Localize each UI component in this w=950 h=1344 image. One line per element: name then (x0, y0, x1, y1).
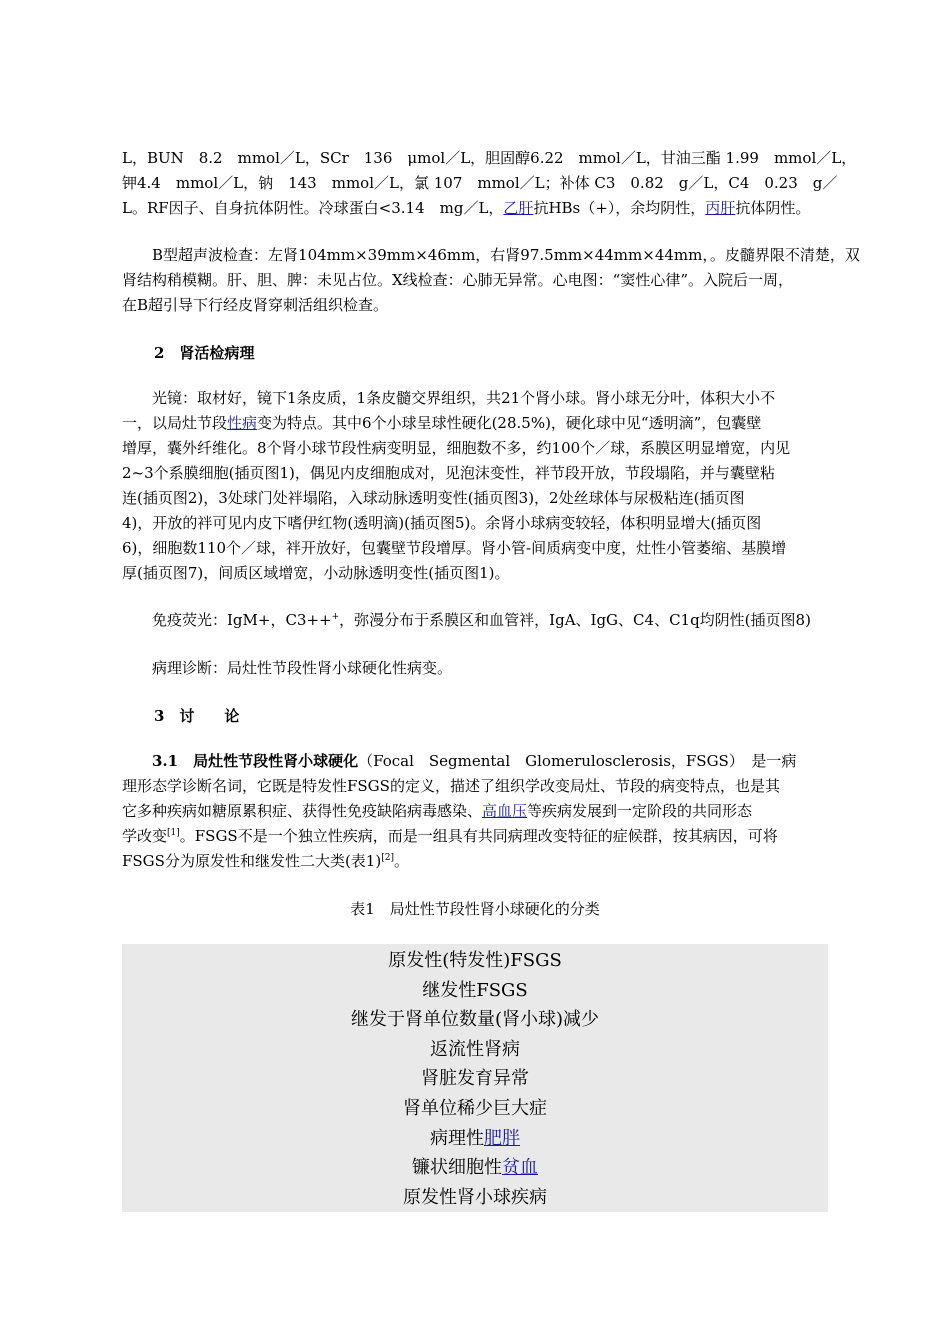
light-microscopy-paragraph (122, 386, 830, 586)
text-line: L，BUN 8.2 mmol／L，SCr 136 μmol／L，胆固醇6.22 mmol／L，甘油三酯 1.99 mmol／L， (122, 149, 857, 167)
table-row (122, 1035, 828, 1065)
immunofluorescence-paragraph (122, 608, 830, 633)
text-line: 4)，开放的袢可见内皮下嗜伊红物(透明滴)(插页图5)。余肾小球病变较轻，体积明显增大(插页图 (122, 514, 762, 532)
text-segment: FSGS分为原发性和继发性二大类(表1) (122, 852, 382, 870)
subsection-label: 3.1 局灶性节段性肾小球硬化 (152, 752, 359, 770)
text-segment: 它多种疾病如糖原累积症、获得性免疫缺陷病毒感染、 (122, 802, 483, 820)
table-cell-text: 肾单位稀少巨大症 (403, 1097, 547, 1119)
table-row (122, 946, 828, 976)
text-segment: 变为特点。其中6个小球呈球性硬化(28.5%)，硬化球中见“透明滴”，包囊壁 (257, 414, 762, 432)
table-row (122, 1124, 828, 1154)
reference-marker[interactable]: [2] (381, 853, 394, 863)
text-line (122, 799, 830, 824)
classification-table (122, 944, 828, 1212)
table-cell-text: 返流性肾病 (430, 1038, 520, 1060)
table-cell-link[interactable]: 贫血 (502, 1157, 538, 1179)
table-body (122, 944, 828, 1212)
text-line: 厚(插页图7)，间质区域增宽，小动脉透明变性(插页图1)。 (122, 564, 510, 582)
table-row (122, 976, 828, 1006)
text-segment: 等疾病发展到一定阶段的共同形态 (527, 802, 753, 820)
text-segment: （Focal Segmental Glomerulosclerosis，FSGS） 是一病 (358, 752, 797, 770)
text-line: 6)，细胞数110个／球，袢开放好，包囊壁节段增厚。肾小管-间质病变中度，灶性小管萎缩、基膜增 (122, 539, 787, 557)
table-cell-link[interactable]: 肥胖 (484, 1127, 520, 1149)
text-line: 病理诊断：局灶性节段性肾小球硬化性病变。 (152, 659, 453, 677)
text-segment: 。FSGS不是一个独立性疾病，而是一组具有共同病理改变特征的症候群，按其病因，可将 (179, 827, 778, 845)
text-line: 理形态学诊断名词，它既是特发性FSGS的定义，描述了组织学改变局灶、节段的病变特点，也是其 (122, 777, 780, 795)
text-line: 钾4.4 mmol／L，钠 143 mmol／L，氯 107 mmol／L；补体 C3 0.82 g／L，C4 0.23 g／ (122, 174, 838, 192)
table-caption: 表1 局灶性节段性肾小球硬化的分类 (350, 900, 600, 918)
text-line: 肾结构稍模糊。肝、胆、脾：未见占位。X线检查：心肺无异常。心电图：“窦性心律”。入院后一周， (122, 271, 794, 289)
text-line (122, 749, 830, 774)
table-cell-text: 镰状细胞性 (412, 1157, 502, 1179)
text-line: 2~3个系膜细胞(插页图1)，偶见内皮细胞成对，见泡沫变性，袢节段开放，节段塌陷，并与囊壁粘 (122, 464, 775, 482)
text-segment: L。RF因子、自身抗体阴性。冷球蛋白<3.14 mg／L， (122, 199, 504, 217)
table-row (122, 1005, 828, 1035)
lab-results-paragraph (122, 146, 857, 221)
text-line: B型超声波检查：左肾104mm×39mm×46mm，右肾97.5mm×44mm×44mm，。皮髓界限不清楚，双 (152, 246, 860, 264)
pathology-diagnosis (122, 656, 830, 681)
text-segment: 抗体阴性。 (735, 199, 811, 217)
ultrasound-paragraph (122, 243, 860, 318)
table-cell-text: 继发性FSGS (422, 979, 528, 1001)
table-row (122, 1094, 828, 1124)
section-heading-biopsy: 2 肾活检病理 (154, 344, 255, 362)
text-line: 增厚，囊外纤维化。8个肾小球节段性病变明显，细胞数不多，约100个／球，系膜区明显增宽，内见 (122, 439, 791, 457)
text-line: 光镜：取材好，镜下1条皮质，1条皮髓交界组织，共21个肾小球。肾小球无分叶，体积大小不 (152, 389, 776, 407)
table-row (122, 1183, 828, 1213)
table-row (122, 1153, 828, 1183)
text-line (122, 849, 830, 874)
table-cell-text: 病理性 (430, 1127, 484, 1149)
link-hypertension[interactable]: 高血压 (482, 802, 528, 820)
reference-marker[interactable]: [1] (167, 828, 180, 838)
superscript: + (331, 612, 340, 622)
text-segment: 。 (393, 852, 409, 870)
link-hepatitis-b[interactable]: 乙肝 (503, 199, 534, 217)
text-line (122, 824, 830, 849)
table-cell-text: 原发性肾小球疾病 (403, 1186, 547, 1208)
text-segment: 抗HBs（+），余均阴性， (533, 199, 706, 217)
table-cell-text: 继发于肾单位数量(肾小球)减少 (350, 1009, 600, 1031)
table-cell-text: 肾脏发育异常 (421, 1068, 529, 1090)
text-line: 连(插页图2)，3处球门处袢塌陷，入球动脉透明变性(插页图3)，2处丝球体与尿极粘连(插页图 (122, 489, 745, 507)
table-row (122, 1064, 828, 1094)
discussion-paragraph (122, 749, 830, 874)
text-line: 在B超引导下行经皮肾穿刺活组织检查。 (122, 296, 389, 314)
text-line (122, 411, 830, 436)
text-segment: ，弥漫分布于系膜区和血管袢，IgA、IgG、C4、C1q均阴性(插页图8) (339, 611, 811, 629)
text-segment: 学改变 (122, 827, 168, 845)
text-segment: 一，以局灶节段 (122, 414, 228, 432)
table-cell-text: 原发性(特发性)FSGS (388, 950, 562, 971)
link-hepatitis-c[interactable]: 丙肝 (705, 199, 736, 217)
section-heading-discussion: 3 讨 论 (154, 707, 240, 725)
text-line (122, 608, 830, 633)
link-disease[interactable]: 性病 (227, 414, 258, 432)
text-line (122, 196, 830, 221)
text-segment: 免疫荧光：IgM+，C3++ (152, 611, 332, 629)
